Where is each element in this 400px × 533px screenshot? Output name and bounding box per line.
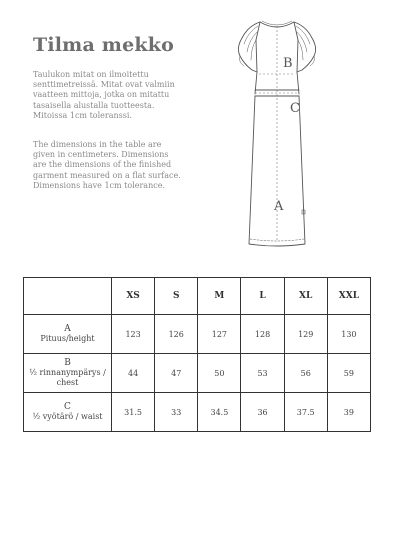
table-cell: 39 <box>327 393 370 432</box>
table-cell: 34.5 <box>198 393 241 432</box>
label-b: B <box>283 56 293 71</box>
table-row <box>24 315 371 354</box>
table-row <box>24 393 371 432</box>
size-header: XXL <box>327 278 370 315</box>
dress-measurement-drawing <box>222 12 332 257</box>
table-cell: 50 <box>198 354 241 393</box>
table-cell: 37.5 <box>284 393 327 432</box>
size-header: S <box>155 278 198 315</box>
table-row <box>24 354 371 393</box>
corner-cell <box>24 278 112 315</box>
row-name: Pituus/height <box>40 334 95 343</box>
table-cell: 130 <box>327 315 370 354</box>
table-cell: 31.5 <box>112 393 155 432</box>
size-header: M <box>198 278 241 315</box>
intro-english: The dimensions in the table are given in centimeters. Dimensions are the dimensions of the finished garment measured on a flat surface. Dimensions have 1cm tolerance. <box>33 140 181 190</box>
label-c: C <box>290 101 300 116</box>
table-cell: 128 <box>241 315 284 354</box>
table-cell: 36 <box>241 393 284 432</box>
intro-finnish: Taulukon mitat on ilmoitettu senttimetreissä. Mitat ovat valmiin vaatteen mittoja, jotka on mitattu tasaisella alustalla tuotteesta. Mitoissa 1cm toleranssi. <box>33 70 175 120</box>
table-cell: 129 <box>284 315 327 354</box>
table-cell: 126 <box>155 315 198 354</box>
row-code: B <box>64 358 71 368</box>
page-title: Tilma mekko <box>33 34 174 56</box>
table-cell: 59 <box>327 354 370 393</box>
table-cell: 44 <box>112 354 155 393</box>
label-a: A <box>274 199 284 214</box>
row-code: C <box>64 402 71 412</box>
row-name: ½ rinnanympärys / chest <box>29 368 106 387</box>
row-label <box>24 315 112 354</box>
row-name: ½ vyötärö / waist <box>32 412 103 421</box>
size-header: XL <box>284 278 327 315</box>
size-header-row <box>24 278 371 315</box>
row-label <box>24 393 112 432</box>
size-table <box>23 277 371 432</box>
table-cell: 123 <box>112 315 155 354</box>
table-cell: 33 <box>155 393 198 432</box>
table-cell: 56 <box>284 354 327 393</box>
table-cell: 47 <box>155 354 198 393</box>
table-cell: 127 <box>198 315 241 354</box>
row-code: A <box>64 324 71 334</box>
table-cell: 53 <box>241 354 284 393</box>
row-label <box>24 354 112 393</box>
size-header: L <box>241 278 284 315</box>
size-header: XS <box>112 278 155 315</box>
